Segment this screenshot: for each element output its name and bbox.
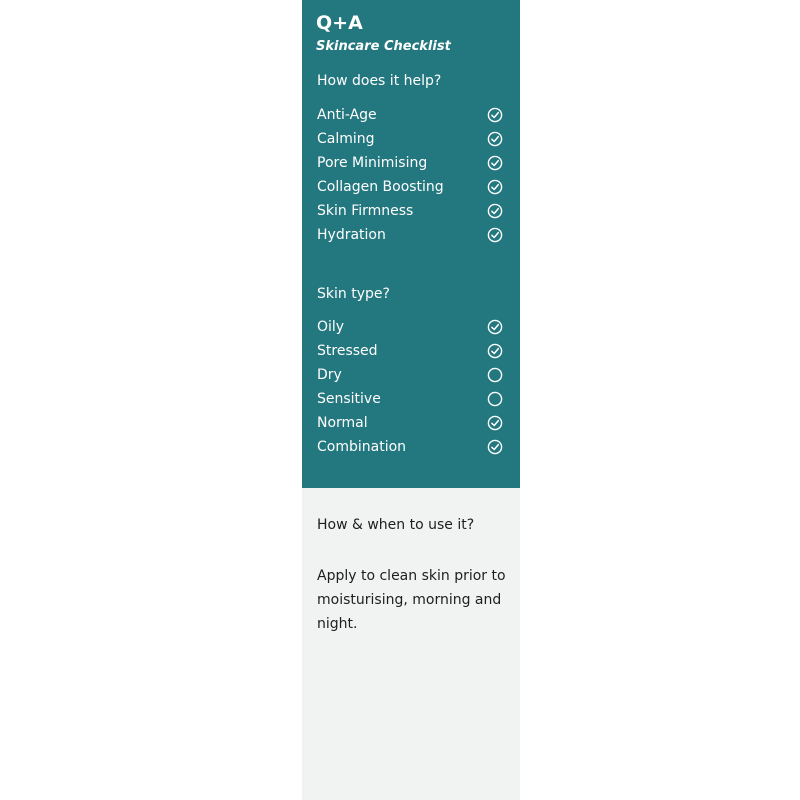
empty-circle-icon (487, 367, 503, 383)
empty-circle-icon (487, 391, 503, 407)
brand-logo: Q+A (316, 12, 363, 34)
check-circle-icon (487, 439, 503, 455)
benefit-item (317, 175, 504, 199)
check-circle-icon (487, 107, 503, 123)
check-circle-icon (487, 227, 503, 243)
skin-type-item (317, 387, 504, 411)
benefit-item (317, 199, 504, 223)
benefit-item (317, 127, 504, 151)
check-circle-icon (487, 155, 503, 171)
benefit-item (317, 103, 504, 127)
skin-type-label: Combination (317, 439, 407, 455)
benefit-label: Collagen Boosting (317, 179, 444, 195)
benefit-item (317, 151, 504, 175)
benefit-label: Anti-Age (317, 107, 377, 123)
skin-type-label: Stressed (317, 343, 378, 359)
check-circle-icon (487, 343, 503, 359)
checklist-subtitle: Skincare Checklist (316, 39, 451, 54)
benefits-heading: How does it help? (317, 73, 442, 89)
skin-type-label: Dry (317, 367, 342, 383)
checklist-panel (302, 0, 520, 488)
skin-type-list (317, 315, 504, 459)
skin-type-item (317, 411, 504, 435)
benefit-label: Skin Firmness (317, 203, 414, 219)
skin-type-item (317, 363, 504, 387)
benefits-list (317, 103, 504, 247)
benefit-item (317, 223, 504, 247)
skin-type-label: Oily (317, 319, 345, 335)
check-circle-icon (487, 131, 503, 147)
skin-type-item (317, 435, 504, 459)
usage-instructions: Apply to clean skin prior to moisturising, morning and night. (317, 568, 506, 632)
skin-type-heading: Skin type? (317, 286, 390, 302)
benefit-label: Pore Minimising (317, 155, 428, 171)
check-circle-icon (487, 179, 503, 195)
skin-type-label: Sensitive (317, 391, 381, 407)
check-circle-icon (487, 319, 503, 335)
skin-type-label: Normal (317, 415, 368, 431)
check-circle-icon (487, 415, 503, 431)
check-circle-icon (487, 203, 503, 219)
skin-type-item (317, 339, 504, 363)
usage-heading: How & when to use it? (317, 517, 475, 533)
benefit-label: Hydration (317, 227, 386, 243)
benefit-label: Calming (317, 131, 375, 147)
skin-type-item (317, 315, 504, 339)
product-box-side (302, 0, 520, 800)
